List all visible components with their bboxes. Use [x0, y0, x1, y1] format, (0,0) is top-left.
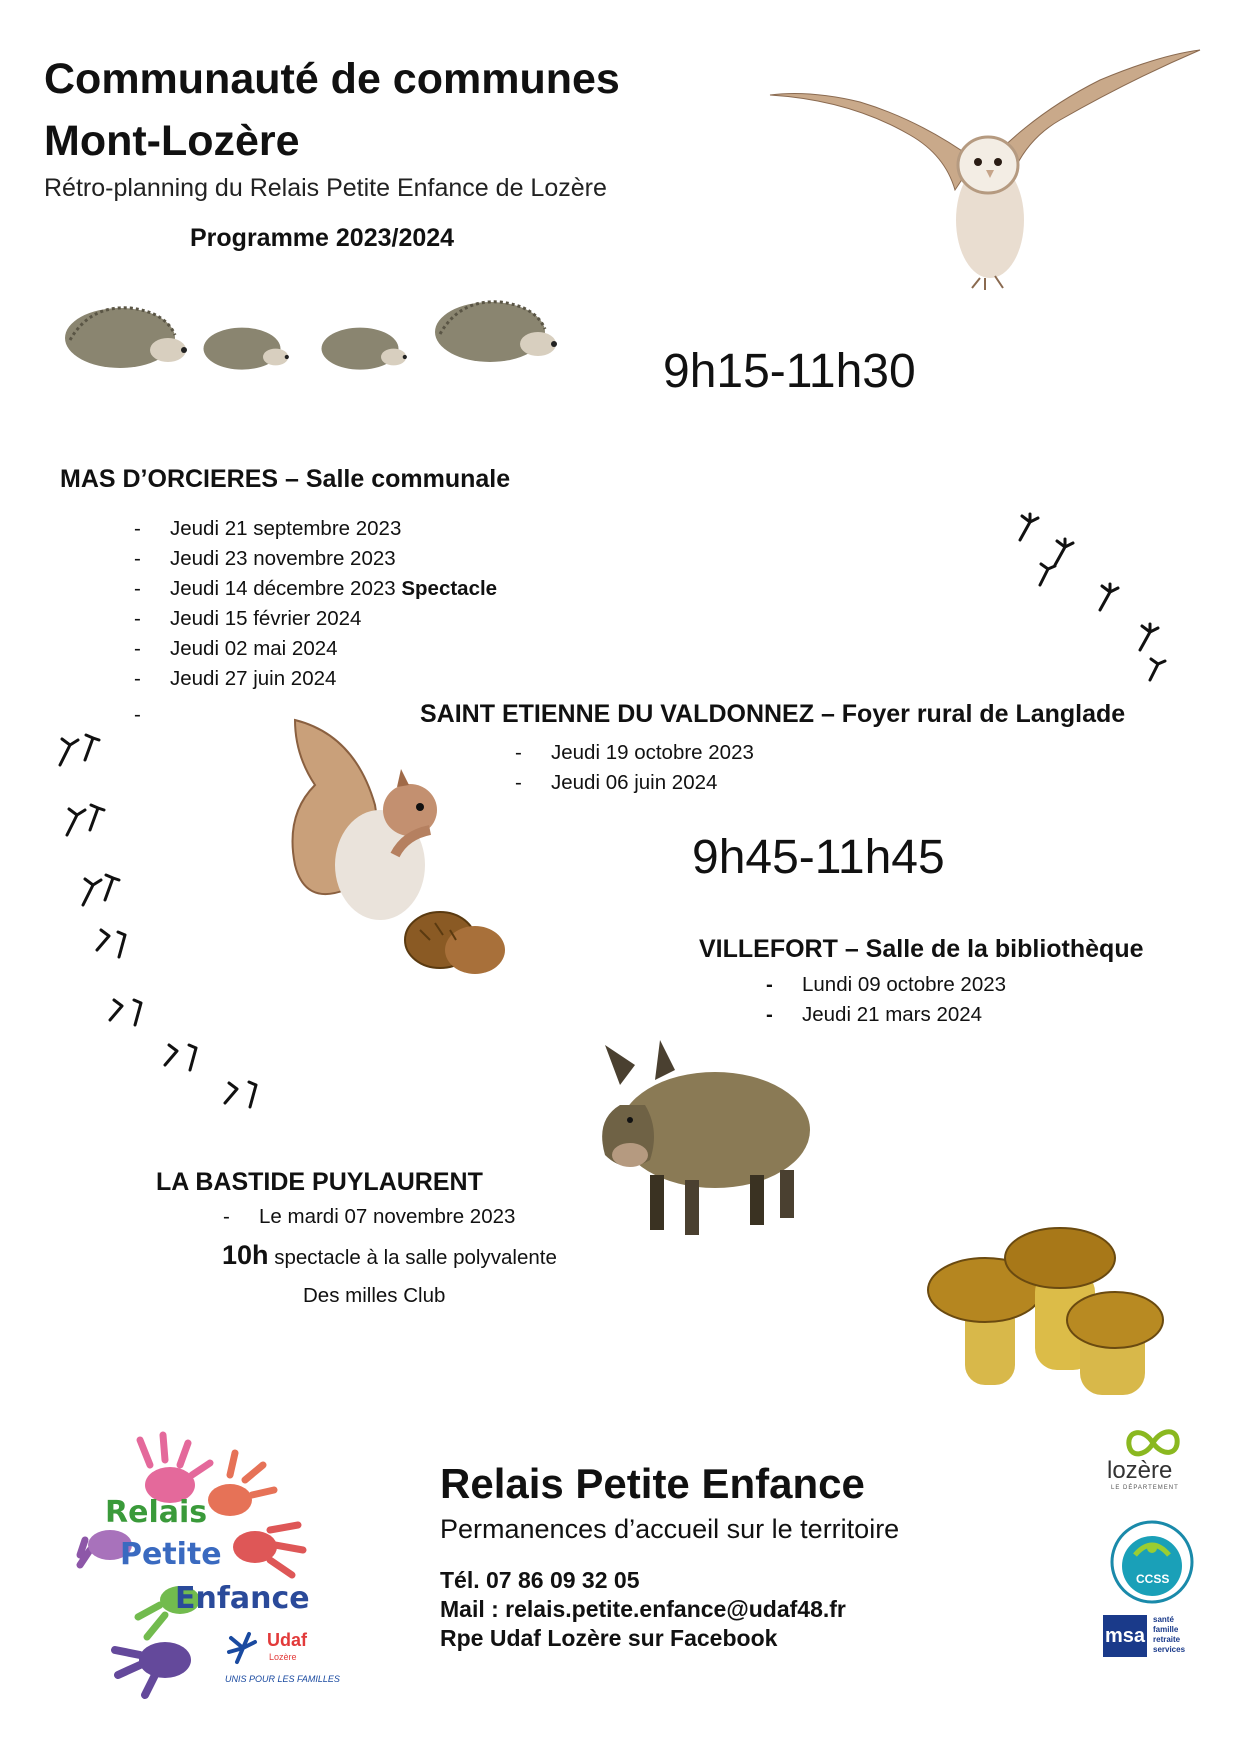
location-mas-orcieres-title: MAS D’ORCIERES – Salle communale [60, 465, 511, 493]
list-item: - Jeudi 14 décembre 2023 Spectacle [134, 577, 498, 600]
lozere-logo [1105, 1425, 1200, 1495]
title-line-1: Communauté de communes [44, 55, 620, 103]
bird-tracks [1000, 510, 1200, 690]
rpe-logo-text-2: Petite [120, 1537, 222, 1572]
time-slot-2: 9h45-11h45 [692, 831, 945, 884]
list-item: - Jeudi 21 septembre 2023 [134, 517, 402, 540]
spectacle-label: Spectacle [401, 577, 498, 600]
owl-illustration [770, 40, 1210, 290]
bastide-time: 10h [222, 1240, 269, 1270]
list-item: - Jeudi 21 mars 2024 [766, 1003, 983, 1026]
list-item: - Jeudi 27 juin 2024 [134, 667, 337, 690]
infinity-icon [1123, 1425, 1183, 1461]
udaf-tagline: UNIS POUR LES FAMILLES [225, 1674, 340, 1684]
acorn-illustration [400, 905, 515, 985]
contact-mail: Mail : relais.petite.enfance@udaf48.fr [440, 1596, 846, 1622]
location-bastide-title: LA BASTIDE PUYLAURENT [156, 1168, 483, 1196]
mushroom-illustration [925, 1220, 1175, 1405]
contact-phone: Tél. 07 86 09 32 05 [440, 1567, 640, 1593]
mas-orcieres-dates [134, 514, 498, 730]
udaf-sub: Lozère [269, 1652, 297, 1662]
villefort-dates [766, 970, 1007, 1030]
subtitle: Rétro-planning du Relais Petite Enfance de Lozère [44, 174, 607, 202]
page-title [44, 48, 620, 172]
udaf-icon [225, 1630, 261, 1666]
ccss-text: CCSS [1136, 1572, 1170, 1586]
programme-label: Programme 2023/2024 [190, 224, 455, 252]
list-item: - [134, 703, 141, 726]
saint-etienne-dates [515, 738, 754, 798]
list-item: - Jeudi 02 mai 2024 [134, 637, 338, 660]
location-villefort-title: VILLEFORT – Salle de la bibliothèque [699, 935, 1144, 963]
msa-logo [1103, 1615, 1203, 1660]
location-saint-etienne-title: SAINT ETIENNE DU VALDONNEZ – Foyer rural de Langlade [420, 700, 1126, 728]
msa-lines: santé famille retraite services [1153, 1615, 1186, 1654]
msa-text: msa [1103, 1615, 1147, 1657]
lozere-sub: LE DÉPARTEMENT [1111, 1485, 1179, 1491]
ccss-logo [1110, 1520, 1195, 1605]
lozere-text: lozère [1107, 1457, 1173, 1484]
boar-illustration [590, 1035, 820, 1245]
udaf-text: Udaf [267, 1630, 307, 1650]
ccss-icon [1110, 1520, 1195, 1605]
bastide-club: Des milles Club [303, 1284, 446, 1307]
rpe-logo-text-3: Enfance [175, 1581, 310, 1616]
bird-tracks [55, 735, 315, 1135]
list-item: - Lundi 09 octobre 2023 [766, 973, 1007, 996]
contact-facebook: Rpe Udaf Lozère sur Facebook [440, 1625, 778, 1651]
rpe-logo-text-1: Relais [105, 1495, 208, 1530]
udaf-logo [225, 1630, 340, 1690]
footer-subtitle: Permanences d’accueil sur le territoire [440, 1514, 900, 1544]
list-item: - Jeudi 06 juin 2024 [515, 771, 718, 794]
list-item: - Jeudi 23 novembre 2023 [134, 547, 396, 570]
time-slot-1: 9h15-11h30 [663, 345, 916, 398]
hedgehog-illustration [60, 300, 560, 400]
title-line-2: Mont-Lozère [44, 117, 300, 165]
list-item: - Jeudi 19 octobre 2023 [515, 741, 754, 764]
list-item: - Jeudi 15 février 2024 [134, 607, 362, 630]
footer-title: Relais Petite Enfance [440, 1460, 865, 1507]
bastide-event: 10h spectacle à la salle polyvalente [222, 1240, 557, 1270]
